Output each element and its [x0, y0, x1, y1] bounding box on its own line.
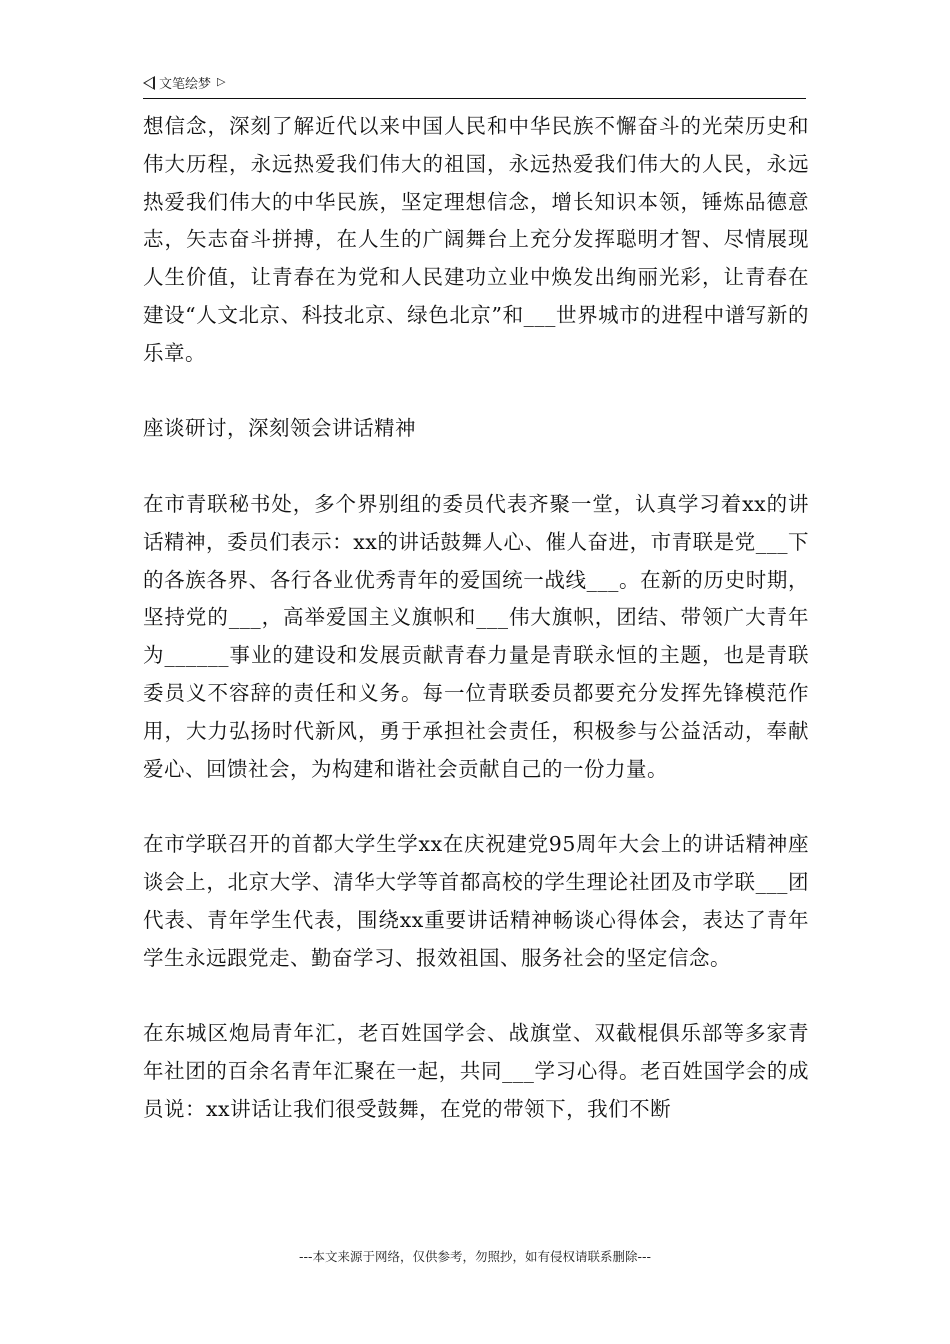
paragraph-1: 想信念，深刻了解近代以来中国人民和中华民族不懈奋斗的光荣历史和伟大历程，永远热爱我们伟大的祖国，永远热爱我们伟大的人民，永远热爱我们伟大的中华民族，坚定理想信念，增长知识本领，锤炼品德意志，矢志奋斗拼搏，在人生的广阔舞台上充分发挥聪明才智、尽情展现人生价值，让青春在为党和人民建功立业中焕发出绚丽光彩，让青春在建设“人文北京、科技北京、绿色北京”和___世界城市的进程中谱写新的乐章。 — [143, 114, 809, 365]
triangle-right-icon: ▷ — [217, 75, 226, 88]
paragraph-3: 在市学联召开的首都大学生学xx在庆祝建党95周年大会上的讲话精神座谈会上，北京大学、清华大学等首都高校的学生理论社团及市学联___团代表、青年学生代表，围绕xx重要讲话精神畅谈心得体会，表达了青年学生永远跟党走、勤奋学习、报效祖国、服务社会的坚定信念。 — [143, 832, 809, 970]
paragraph-2: 在市青联秘书处，多个界别组的委员代表齐聚一堂，认真学习着xx的讲话精神，委员们表示：xx的讲话鼓舞人心、催人奋进，市青联是党___下的各族各界、各行各业优秀青年的爱国统一战线___。在新的历史时期，坚持党的___，高举爱国主义旗帜和___伟大旗帜，团结、带领广大青年为______事业的建设和发展贡献青春力量是青联永恒的主题，也是青联委员义不容辞的责任和义务。每一位青联委员都要充分发挥先锋模范作用，大力弘扬时代新风，勇于承担社会责任，积极参与公益活动，奉献爱心、回馈社会，为构建和谐社会贡献自己的一份力量。 — [143, 491, 809, 781]
paragraph-4: 在东城区炮局青年汇，老百姓国学会、战旗堂、双截棍俱乐部等多家青年社团的百余名青年汇聚在一起，共同___学习心得。老百姓国学会的成员说：xx讲话让我们很受鼓舞，在党的带领下，我们不断 — [143, 1021, 809, 1121]
document-body — [143, 108, 809, 1166]
page-footer: ---本文来源于网络，仅供参考，勿照抄，如有侵权请联系删除--- — [298, 1249, 652, 1264]
section-heading: 座谈研讨，深刻领会讲话精神 — [143, 416, 416, 441]
triangle-left-icon — [143, 76, 155, 90]
header-brand: 文笔绘梦 — [159, 77, 212, 92]
page-header — [143, 74, 806, 99]
